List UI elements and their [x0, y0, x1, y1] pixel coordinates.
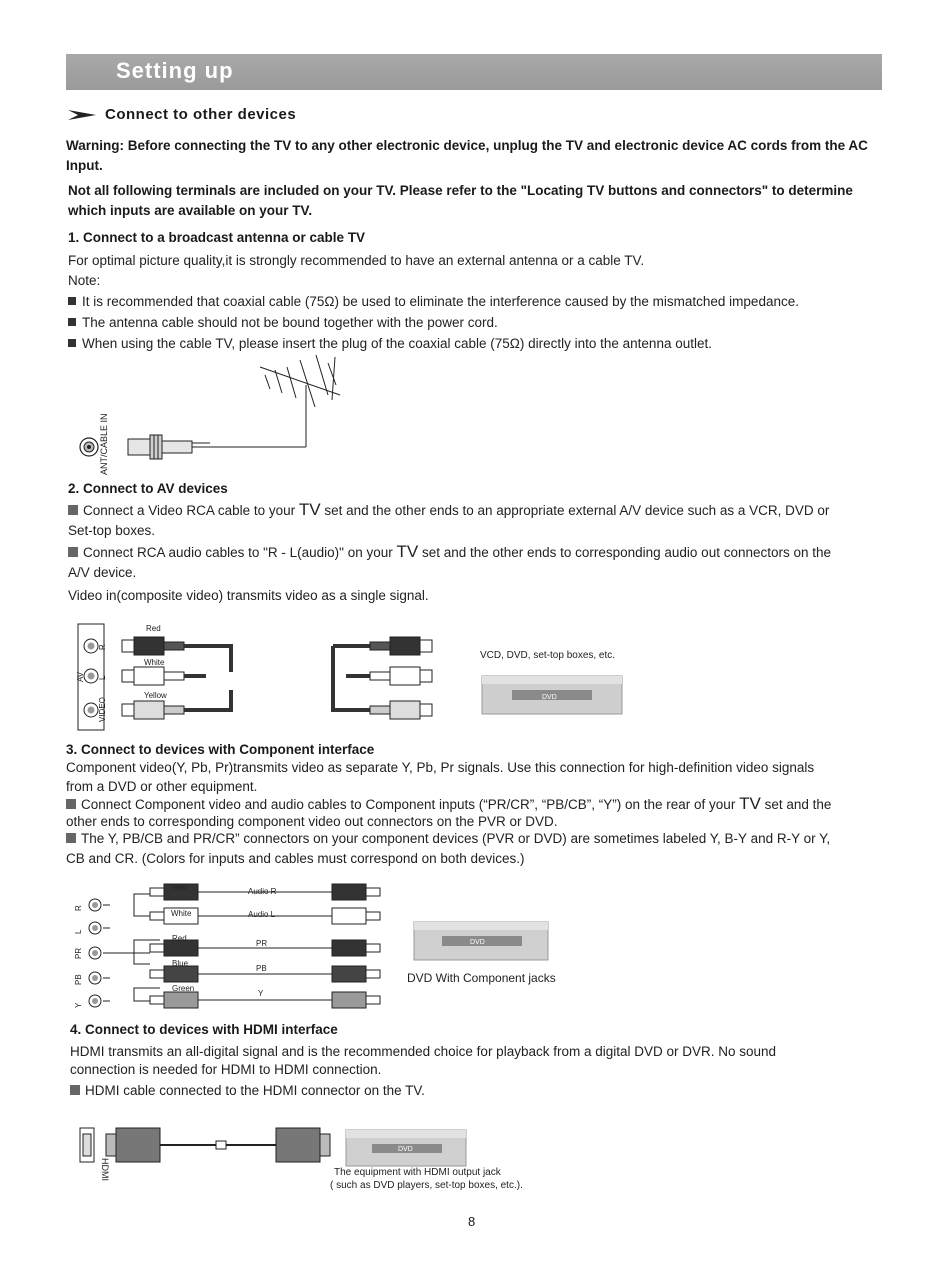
section-1-title: 1. Connect to a broadcast antenna or cable TV: [68, 230, 366, 245]
svg-text:L: L: [98, 675, 107, 680]
warning-text: Warning: Before connecting the TV to any other electronic device, unplug the TV and electronic device AC cords from the AC Input.: [66, 138, 868, 173]
list-item: Connect a Video RCA cable to your TV set and the other ends to an appropriate external A/V device such as a VCR, DVD or: [68, 500, 829, 521]
bullet-icon: [68, 547, 78, 557]
section-1-intro: For optimal picture quality,it is strongly recommended to have an external antenna or a cable TV.: [68, 253, 645, 268]
bullet-icon: [68, 505, 78, 515]
list-item: The antenna cable should not be bound together with the power cord.: [68, 313, 498, 333]
notice-text: Not all following terminals are included on your TV. Please refer to the "Locating TV buttons and connectors" to determine which inputs are available on your TV.: [68, 183, 853, 218]
svg-text:Red: Red: [172, 883, 187, 892]
svg-text:HDMI: HDMI: [100, 1158, 110, 1181]
antenna-icon: [260, 355, 340, 447]
list-item-cont: A/V device.: [68, 565, 137, 580]
svg-text:Y: Y: [258, 989, 264, 998]
svg-text:R: R: [74, 905, 83, 911]
dvd-player-icon: [482, 676, 622, 714]
svg-text:Red: Red: [172, 934, 187, 943]
svg-text:Blue: Blue: [172, 959, 189, 968]
list-item: It is recommended that coaxial cable (75Ω) be used to eliminate the interference caused by the mismatched impedance.: [68, 292, 799, 312]
svg-text:Audio L: Audio L: [248, 910, 276, 919]
list-item: Connect RCA audio cables to "R - L(audio)" on your TV set and the other ends to corresponding audio out connectors on the: [68, 542, 831, 563]
paragraph: connection is needed for HDMI to HDMI connection.: [70, 1062, 382, 1077]
svg-text:Yellow: Yellow: [144, 691, 167, 700]
svg-text:VIDEO: VIDEO: [98, 697, 107, 722]
bullet-icon: [68, 318, 76, 326]
svg-text:DVD: DVD: [542, 694, 557, 701]
bullet-icon: [70, 1085, 80, 1095]
svg-text:AV: AV: [76, 671, 85, 682]
svg-text:White: White: [144, 658, 165, 667]
video-note: Video in(composite video) transmits video as a single signal.: [68, 588, 429, 603]
svg-text:Y: Y: [74, 1002, 83, 1008]
component-device-caption: DVD With Component jacks: [407, 971, 556, 985]
page-title: Setting up: [116, 58, 234, 83]
dvd-player-icon: [414, 922, 548, 960]
antenna-diagram: [70, 355, 370, 480]
section-4-title: 4. Connect to devices with HDMI interface: [70, 1022, 338, 1037]
hdmi-diagram: [76, 1120, 576, 1210]
section-2-title: 2. Connect to AV devices: [68, 481, 228, 496]
svg-text:PR: PR: [256, 939, 268, 948]
component-port-icon: [89, 899, 101, 1007]
list-item-cont: CB and CR. (Colors for inputs and cables must correspond on both devices.): [66, 851, 525, 866]
bullet-icon: [68, 339, 76, 347]
list-item: Connect Component video and audio cables to Component inputs (“PR/CR”, “PB/CB”, “Y”) on the rear of your TV set and the: [66, 794, 831, 815]
section-3-title: 3. Connect to devices with Component interface: [66, 742, 375, 757]
list-item: When using the cable TV, please insert the plug of the coaxial cable (75Ω) directly into the antenna outlet.: [68, 334, 712, 354]
list-item: The Y, PB/CB and PR/CR” connectors on your component devices (PVR or DVD) are sometimes labeled Y, B-Y and R-Y or Y,: [66, 829, 830, 849]
note-label: Note:: [68, 273, 101, 288]
paragraph: from a DVD or other equipment.: [66, 779, 258, 794]
dvd-player-icon: [346, 1130, 466, 1166]
page-number: 8: [468, 1214, 476, 1229]
svg-text:DVD: DVD: [470, 939, 485, 946]
list-item-cont: other ends to corresponding component video out connectors on the PVR or DVD.: [66, 814, 558, 829]
coax-plug-icon: [128, 435, 192, 459]
rca-port-icon: [84, 639, 98, 717]
svg-text:R: R: [98, 644, 107, 650]
component-diagram: [70, 880, 590, 1010]
arrow-icon: [68, 108, 98, 122]
bullet-icon: [68, 297, 76, 305]
svg-text:DVD: DVD: [398, 1146, 413, 1153]
list-item-cont: Set-top boxes.: [68, 523, 156, 538]
hdmi-device-caption: ( such as DVD players, set-top boxes, etc.).: [330, 1180, 523, 1191]
hdmi-device-caption: The equipment with HDMI output jack: [334, 1167, 501, 1178]
list-item: HDMI cable connected to the HDMI connector on the TV.: [70, 1081, 425, 1101]
svg-text:White: White: [171, 909, 192, 918]
svg-text:PB: PB: [256, 964, 267, 973]
paragraph: Component video(Y, Pb, Pr)transmits video as separate Y, Pb, Pr signals. Use this connection for high-definition video signals: [66, 760, 815, 775]
svg-text:Green: Green: [172, 984, 195, 993]
av-diagram: [76, 620, 636, 735]
av-device-caption: VCD, DVD, set-top boxes, etc.: [480, 650, 616, 661]
svg-text:PB: PB: [74, 974, 83, 985]
bullet-icon: [66, 799, 76, 809]
bullet-icon: [66, 833, 76, 843]
svg-text:L: L: [74, 929, 83, 934]
svg-text:PR: PR: [74, 947, 83, 959]
hdmi-port-icon: [80, 1128, 94, 1162]
ant-port-label: ANT/CABLE IN: [99, 413, 109, 475]
paragraph: HDMI transmits an all-digital signal and is the recommended choice for playback from a digital DVD or DVR. No sound: [70, 1044, 777, 1059]
svg-text:Red: Red: [146, 624, 161, 633]
subheading: Connect to other devices: [105, 106, 297, 123]
svg-text:Audio R: Audio R: [248, 887, 277, 896]
